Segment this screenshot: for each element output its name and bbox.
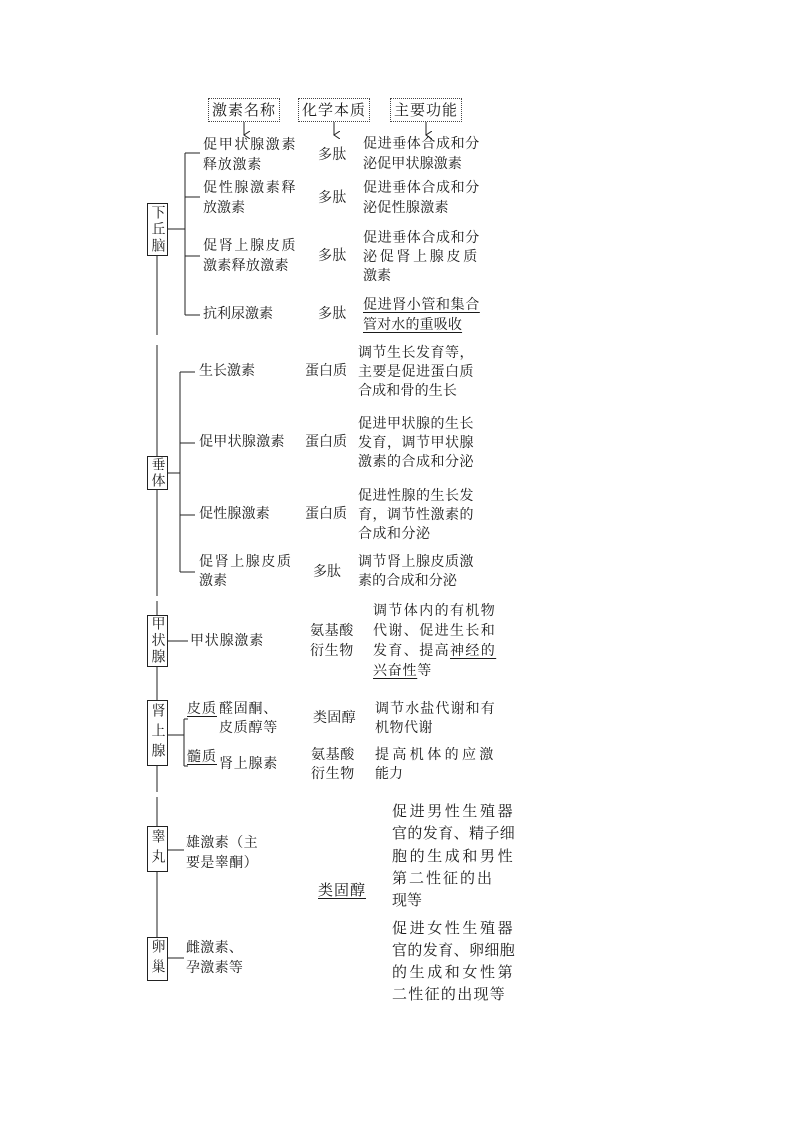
adrenal-part: 髓质 [187,749,217,765]
hormone-function [363,134,480,174]
chemical-nature [311,746,355,784]
function-line: 现等 [392,891,423,910]
chemical-nature [310,621,354,661]
adrenal-medulla-label [187,748,217,767]
function-line: 泌促甲状腺激素 [363,156,463,172]
hormone-name-line: 放激素 [203,200,245,216]
hormone-name-line: 要是睾酮） [186,855,258,871]
function-line: 能力 [375,766,403,782]
gland-label: 睾丸 [149,829,166,869]
hormone-name [186,938,243,978]
function-text: 发育、提高 [373,643,450,659]
function-line: 激素 [363,268,391,284]
gland-label: 卵巢 [149,939,166,979]
function-line [373,641,496,661]
function-line: 促进男性生殖器 [392,802,516,820]
hormone-name [199,433,285,452]
function-line: 管对水的重吸收 [363,317,463,333]
gland-box-thyroid [147,615,168,667]
function-line: 合成和骨的生长 [358,383,458,399]
gland-label: 肾上腺 [149,703,166,763]
hormone-name-line: 孕激素等 [186,960,244,976]
hormone-name-line: 雌激素、 [186,940,244,956]
hormone-name-line: 促性腺激素 [199,506,270,522]
hormone-name-line: 释放激素 [203,157,262,173]
function-line: 促进垂体合成和分 [363,230,480,246]
hormone-name [203,304,273,324]
gland-box-adrenal [147,700,168,766]
gland-box-testis [147,826,168,872]
hormone-name-line: 促肾上腺皮质 [199,554,293,570]
adrenal-cortex-label [187,700,217,719]
hormone-name-line: 皮质醇等 [219,720,278,736]
gland-box-hypothalamus [147,203,168,256]
gland-box-ovary [147,937,168,981]
hormone-name [203,135,297,175]
chemical-nature: 蛋白质 [305,363,347,379]
hormone-name [219,700,278,738]
hormone-function [375,746,497,784]
function-line: 调节体内的有机物 [373,603,497,619]
header-main-function: 主要功能 [390,98,462,122]
function-line: 促进女性生殖器 [392,919,516,937]
chemical-nature: 多肽 [313,564,341,580]
hormone-function [358,344,474,401]
hormone-name-line: 促甲状腺激素 [199,434,285,450]
hormone-function [363,178,480,218]
hormone-function [363,295,480,335]
function-line: 胞的生成和男性 [392,846,516,865]
nature-line: 衍生物 [310,643,354,659]
hormone-name-line: 生长激素 [199,363,255,379]
hormone-function [363,229,480,286]
hormone-name [186,833,258,873]
function-line: 促进甲状腺的生长 [358,416,474,432]
function-line: 的生成和女性第 [392,963,516,981]
hormone-name: 甲状腺激素 [190,633,264,649]
chemical-nature: 类固醇 [313,710,356,726]
chemical-nature: 蛋白质 [305,506,347,522]
hormone-name-line: 激素 [199,573,227,589]
function-key-term: 兴奋性 [373,663,418,679]
hormone-function [375,700,496,738]
function-line: 育，调节性激素的 [358,507,474,523]
gland-label: 甲状腺 [149,616,166,666]
function-key-term: 神经的 [450,643,497,659]
function-line: 主要是促进蛋白质 [358,364,474,380]
function-line: 激素的合成和分泌 [358,454,474,470]
function-text: 等 [417,663,432,679]
hormone-name [199,505,270,524]
function-line: 提高机体的应激 [375,747,497,763]
header-chemical-nature: 化学本质 [298,98,370,122]
function-line: 泌促性腺激素 [363,200,449,216]
hormone-name-line: 雄激素（主 [186,835,258,851]
hormone-function [392,800,515,911]
sex-hormone-nature [318,879,366,901]
gland-box-pituitary [147,456,168,490]
function-line: 二性征的出现等 [392,985,507,1003]
hormone-function [358,553,474,591]
hormone-name-line: 抗利尿激素 [203,306,273,322]
gland-label: 垂体 [149,457,166,489]
function-line: 促进肾小管和集合 [363,297,480,313]
function-line: 调节生长发育等， [358,345,474,361]
hormone-function [373,601,496,681]
chemical-nature: 多肽 [318,190,347,206]
function-line: 调节水盐代谢和有 [375,701,496,717]
hormone-name-line: 激素释放激素 [203,258,289,274]
function-line: 促进性腺的生长发 [358,488,474,504]
function-line: 第二性征的出 [392,868,495,887]
nature-line: 氨基酸 [311,747,355,763]
function-line: 素的合成和分泌 [358,573,458,589]
chemical-nature: 类固醇 [318,881,367,899]
hormone-function [392,917,515,1005]
nature-line: 衍生物 [311,766,355,782]
function-line: 促进垂体合成和分 [363,136,480,152]
hormone-name-line: 促甲状腺激素 [203,137,298,153]
function-line: 调节肾上腺皮质激 [358,554,474,570]
chemical-nature: 多肽 [318,306,347,322]
function-line: 促进垂体合成和分 [363,180,480,196]
hormone-function [358,487,474,544]
function-line: 机物代谢 [375,720,433,736]
chemical-nature: 蛋白质 [305,434,347,450]
hormone-name [199,553,293,591]
chemical-nature: 多肽 [318,147,347,163]
hormone-name-line: 促性腺激素释 [203,180,298,196]
function-line [373,661,496,681]
adrenal-part: 皮质 [187,701,217,717]
hormone-name [199,362,255,381]
chemical-nature: 多肽 [318,248,347,264]
header-hormone-name: 激素名称 [208,98,280,122]
hormone-name [203,236,297,276]
function-line: 发育，调节甲状腺 [358,435,474,451]
function-line: 泌促肾上腺皮质 [363,249,480,265]
gland-label: 下丘脑 [149,204,166,255]
function-line: 合成和分泌 [358,526,431,542]
hormone-name [203,178,297,218]
hormone-function [358,415,474,472]
function-line: 官的发育、卵细胞 [392,941,516,959]
function-line: 代谢、促进生长和 [373,623,497,639]
nature-line: 氨基酸 [310,623,354,639]
hormone-name: 肾上腺素 [219,756,278,772]
hormone-name-line: 促肾上腺皮质 [203,238,298,254]
hormone-name-line: 醛固酮、 [219,701,278,717]
function-line: 官的发育、精子细 [392,824,516,843]
